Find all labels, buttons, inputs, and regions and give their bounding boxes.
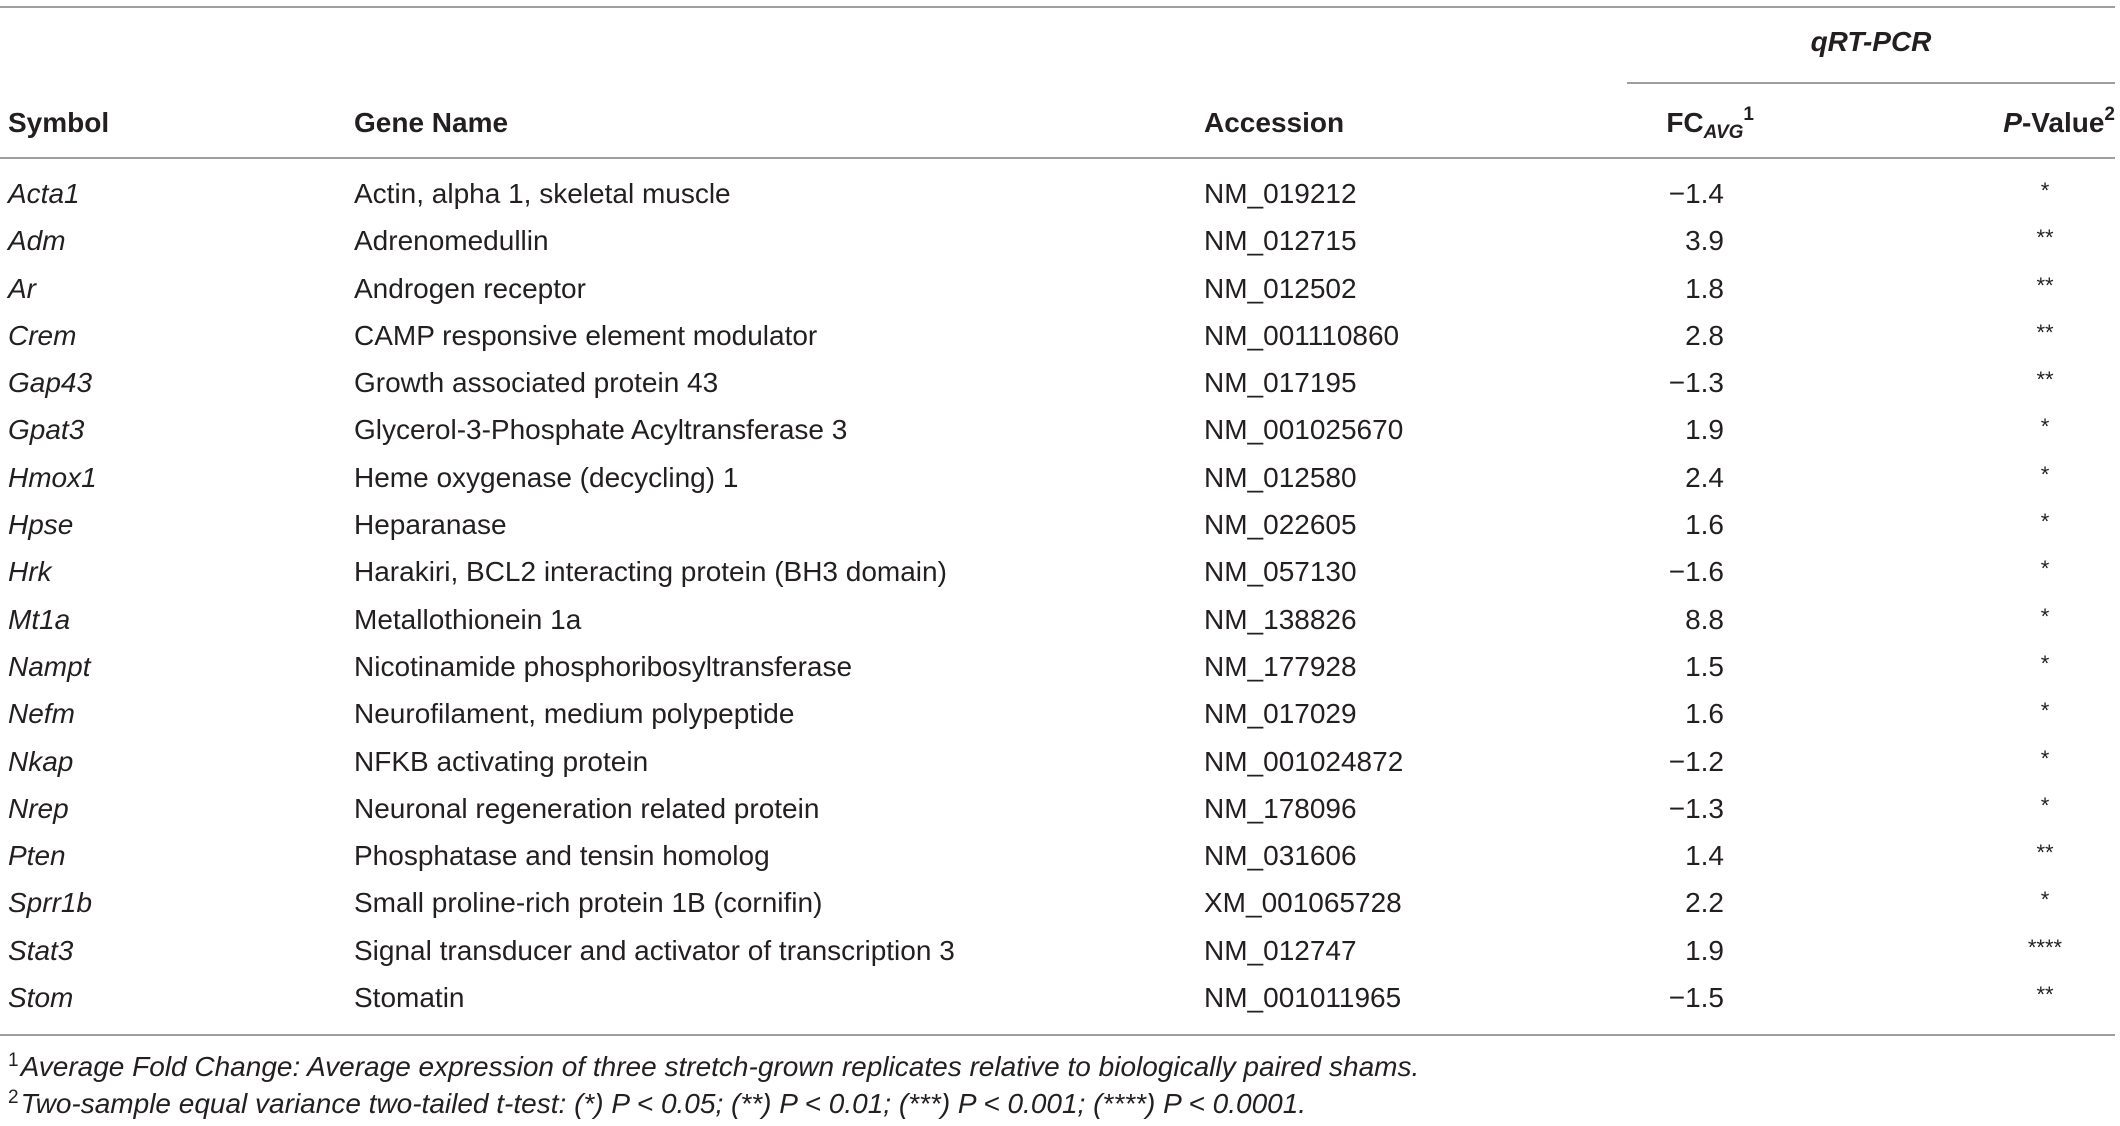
gene-name: Neurofilament, medium polypeptide <box>354 698 795 730</box>
table-row <box>0 225 2115 272</box>
accession: NM_057130 <box>1204 556 1357 588</box>
table-row <box>0 556 2115 603</box>
gene-symbol: Stom <box>8 982 74 1014</box>
gene-symbol: Adm <box>8 225 66 257</box>
gene-symbol: Nkap <box>8 745 74 777</box>
gene-symbol: Ar <box>8 272 36 304</box>
gene-name: Growth associated protein 43 <box>354 367 719 399</box>
accession: NM_019212 <box>1204 178 1357 209</box>
table-row <box>0 982 2115 1029</box>
table-row <box>0 840 2115 887</box>
gene-name: Nicotinamide phosphoribosyltransferase <box>354 650 853 682</box>
fold-change: −1.2 <box>1668 745 1724 777</box>
p-value: ** <box>2036 225 2054 251</box>
gene-name: Stomatin <box>354 982 465 1014</box>
gene-name: CAMP responsive element modulator <box>354 319 818 351</box>
p-value: ** <box>2036 272 2054 298</box>
gene-name: Glycerol-3-Phosphate Acyltransferase 3 <box>354 414 848 446</box>
fc-label: FC <box>1666 107 1704 138</box>
gene-symbol: Hpse <box>8 509 74 541</box>
p-label-italic: P <box>2003 107 2022 138</box>
gene-symbol: Gap43 <box>8 367 93 399</box>
gene-symbol: Crem <box>8 319 77 351</box>
fc-subscript: AVG <box>1703 122 1744 143</box>
accession: NM_138826 <box>1204 603 1357 635</box>
p-value: **** <box>2027 934 2063 960</box>
p-value: * <box>2040 603 2050 629</box>
fold-change: 1.6 <box>1685 698 1724 730</box>
table-row <box>0 698 2115 745</box>
gene-name: NFKB activating protein <box>354 745 649 777</box>
p-value: ** <box>2036 982 2054 1008</box>
fold-change: −1.6 <box>1668 556 1724 588</box>
accession: NM_178096 <box>1204 792 1357 824</box>
gene-symbol: Hrk <box>8 556 52 588</box>
gene-symbol: Sprr1b <box>8 887 93 919</box>
fold-change: −1.4 <box>1668 178 1724 209</box>
accession: NM_001025670 <box>1204 414 1404 446</box>
fold-change: 2.8 <box>1685 319 1724 351</box>
p-value: * <box>2040 509 2050 535</box>
p-value: ** <box>2036 319 2054 345</box>
footnote-2-mark: 2 <box>8 1087 19 1108</box>
gene-symbol: Pten <box>8 840 66 872</box>
accession: NM_017029 <box>1204 698 1357 730</box>
fold-change: 2.2 <box>1685 887 1724 919</box>
fold-change: 1.4 <box>1685 840 1724 872</box>
fold-change: −1.3 <box>1668 792 1724 824</box>
p-value: ** <box>2036 367 2054 393</box>
table-row <box>0 793 2115 840</box>
table-row <box>0 273 2115 320</box>
fold-change: 1.5 <box>1685 650 1724 682</box>
fc-footnote-mark: 1 <box>1743 104 1754 125</box>
accession: NM_177928 <box>1204 650 1357 682</box>
table-row <box>0 367 2115 414</box>
accession: NM_022605 <box>1204 509 1357 541</box>
gene-name: Androgen receptor <box>354 272 586 304</box>
table-body <box>0 178 2115 1029</box>
p-value: * <box>2040 556 2050 582</box>
gene-name: Heme oxygenase (decycling) 1 <box>354 461 739 493</box>
accession: NM_012715 <box>1204 225 1357 257</box>
table-row <box>0 320 2115 367</box>
gene-symbol: Gpat3 <box>8 414 85 446</box>
gene-name: Metallothionein 1a <box>354 603 582 635</box>
accession: NM_017195 <box>1204 367 1357 399</box>
accession: NM_012747 <box>1204 934 1357 966</box>
qrt-pcr-group-header: qRT-PCR <box>1810 26 1932 57</box>
fold-change: 1.9 <box>1685 414 1724 446</box>
fold-change: 3.9 <box>1685 225 1724 257</box>
footnote-1 <box>8 1051 1419 1083</box>
table-row <box>0 935 2115 982</box>
p-value: ** <box>2036 840 2054 866</box>
accession: NM_031606 <box>1204 840 1357 872</box>
column-header-gene-name: Gene Name <box>354 107 509 138</box>
fold-change: 1.9 <box>1685 934 1724 966</box>
accession: NM_001024872 <box>1204 745 1404 777</box>
p-label-rest: -Value <box>2021 107 2105 138</box>
gene-symbol: Mt1a <box>8 603 71 635</box>
gene-symbol: Nampt <box>8 650 91 682</box>
gene-symbol: Acta1 <box>8 178 80 209</box>
p-value: * <box>2040 887 2050 913</box>
column-header-fc-avg <box>1630 104 1754 143</box>
fold-change: −1.3 <box>1668 367 1724 399</box>
table-row <box>0 509 2115 556</box>
accession: NM_001110860 <box>1204 319 1400 351</box>
fold-change: −1.5 <box>1668 982 1724 1014</box>
accession: NM_001011965 <box>1204 982 1402 1014</box>
footnote-2 <box>8 1088 1306 1120</box>
accession: XM_001065728 <box>1204 887 1402 919</box>
table-row <box>0 887 2115 934</box>
p-value: * <box>2040 178 2050 203</box>
table-row <box>0 604 2115 651</box>
table-row <box>0 651 2115 698</box>
p-footnote-mark: 2 <box>2104 104 2115 125</box>
gene-symbol: Nrep <box>8 792 69 824</box>
p-value: * <box>2040 792 2050 818</box>
header-rule <box>0 157 2115 159</box>
footnote-1-mark: 1 <box>8 1050 19 1071</box>
gene-name: Small proline-rich protein 1B (cornifin) <box>354 887 823 919</box>
gene-symbol: Stat3 <box>8 934 74 966</box>
gene-symbol: Hmox1 <box>8 461 97 493</box>
column-header-p-value <box>1930 104 2115 139</box>
p-value: * <box>2040 461 2050 487</box>
p-value: * <box>2040 414 2050 440</box>
p-value: * <box>2040 650 2050 676</box>
table-row <box>0 414 2115 461</box>
footnote-1-text: Average Fold Change: Average expression of three stretch-grown replicates relative to biologically paired shams. <box>20 1051 1420 1082</box>
gene-name: Neuronal regeneration related protein <box>354 792 820 824</box>
table-row <box>0 462 2115 509</box>
fold-change: 2.4 <box>1685 461 1724 493</box>
gene-name: Adrenomedullin <box>354 225 549 257</box>
p-value: * <box>2040 698 2050 724</box>
group-header-rule <box>1627 82 2115 84</box>
footnote-2-text: Two-sample equal variance two-tailed t-test: (*) P < 0.05; (**) P < 0.01; (***) P < 0.001; (****) P < 0.0001. <box>20 1088 1307 1119</box>
fold-change: 1.8 <box>1685 272 1724 304</box>
gene-name: Signal transducer and activator of transcription 3 <box>354 934 955 966</box>
table-row <box>0 746 2115 793</box>
column-header-accession: Accession <box>1204 107 1345 138</box>
fold-change: 8.8 <box>1685 603 1724 635</box>
gene-name: Harakiri, BCL2 interacting protein (BH3 domain) <box>354 556 947 588</box>
table-row <box>0 178 2115 225</box>
gene-name: Actin, alpha 1, skeletal muscle <box>354 178 731 209</box>
accession: NM_012502 <box>1204 272 1357 304</box>
gene-name: Phosphatase and tensin homolog <box>354 840 770 872</box>
fold-change: 1.6 <box>1685 509 1724 541</box>
gene-symbol: Nefm <box>8 698 75 730</box>
gene-name: Heparanase <box>354 509 507 541</box>
p-value: * <box>2040 745 2050 771</box>
bottom-rule <box>0 1034 2115 1036</box>
accession: NM_012580 <box>1204 461 1357 493</box>
top-rule <box>0 6 2115 8</box>
column-header-symbol: Symbol <box>8 107 110 138</box>
